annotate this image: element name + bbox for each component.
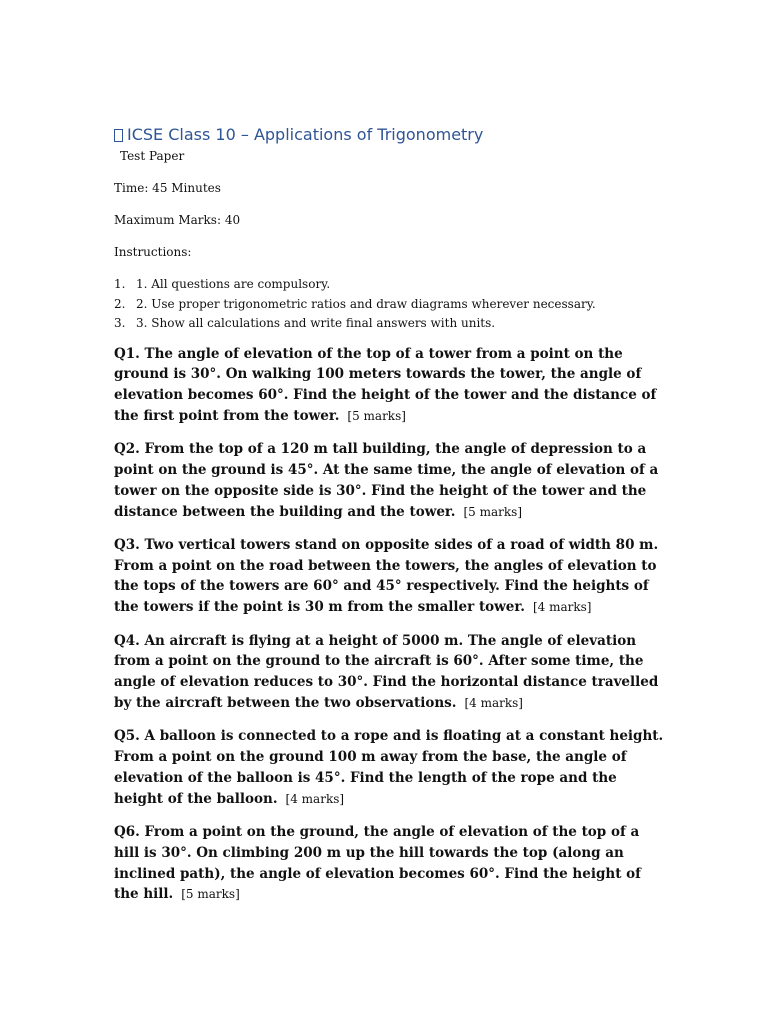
question-marks: [4 marks] xyxy=(285,791,345,806)
instruction-number: 1. xyxy=(114,277,126,291)
questions-list xyxy=(114,344,664,906)
question-text: Q2. From the top of a 120 m tall building, the angle of depression to a point on the ground is 45°. At the same time, the angle of elevation of a tower on the opposite side is 30°. Find the height of the tower and the distance between the building and the tower. xyxy=(114,441,659,520)
instructions-list xyxy=(114,275,664,334)
question-text: Q6. From a point on the ground, the angle of elevation of the top of a hill is 30°. On climbing 200 m up the hill towards the top (along an inclined path), the angle of elevation becomes 60°. Find the height of the hill. xyxy=(114,823,641,903)
time-allowed: Time: 45 Minutes xyxy=(114,181,221,195)
question-text: Q5. A balloon is connected to a rope and is floating at a constant height. From a point on the ground 100 m away from the base, the angle of elevation of the balloon is 45°. Find the length of the rope and the height of the balloon. xyxy=(114,728,664,807)
question-marks: [4 marks] xyxy=(464,695,523,710)
question-3 xyxy=(114,535,664,618)
instruction-item xyxy=(114,314,664,334)
instruction-text: 2. Use proper trigonometric ratios and draw diagrams wherever necessary. xyxy=(136,296,596,311)
question-2 xyxy=(114,439,664,522)
question-text: Q1. The angle of elevation of the top of a tower from a point on the ground is 30°. On walking 100 meters towards the tower, the angle of elevation becomes 60°. Find the height of the tower and the distance of the first point from the tower. xyxy=(114,345,657,424)
document-title xyxy=(114,124,664,146)
instruction-item xyxy=(114,275,664,295)
document-subtitle: Test Paper xyxy=(120,149,185,163)
question-marks: [5 marks] xyxy=(347,408,406,423)
question-marks: [5 marks] xyxy=(181,887,240,902)
instruction-item xyxy=(114,295,664,315)
instruction-text: 1. All questions are compulsory. xyxy=(136,277,331,291)
instruction-number: 3. xyxy=(114,316,126,330)
instruction-text: 3. Show all calculations and write final answers with units. xyxy=(136,316,496,330)
instruction-number: 2. xyxy=(114,296,126,311)
maximum-marks: Maximum Marks: 40 xyxy=(114,213,241,227)
document-title-text: ICSE Class 10 – Applications of Trigonometry xyxy=(127,125,484,144)
question-marks: [4 marks] xyxy=(532,600,592,615)
question-text: Q4. An aircraft is flying at a height of 5000 m. The angle of elevation from a point on the ground to the aircraft is 60°. After some time, the angle of elevation reduces to 30°. Find the horizontal distance travelled by the aircraft between the two observations. xyxy=(114,632,659,711)
question-marks: [5 marks] xyxy=(463,504,523,519)
question-1 xyxy=(114,344,664,427)
missing-glyph-icon xyxy=(114,129,123,142)
instructions-label: Instructions: xyxy=(114,245,192,259)
question-6 xyxy=(114,822,664,905)
question-text: Q3. Two vertical towers stand on opposite sides of a road of width 80 m. From a point on the road between the towers, the angles of elevation to the tops of the towers are 60° and 45° respectively. Find the heights of the towers if the point is 30 m from the smaller tower. xyxy=(114,536,659,616)
question-5 xyxy=(114,726,664,809)
question-4 xyxy=(114,631,664,714)
